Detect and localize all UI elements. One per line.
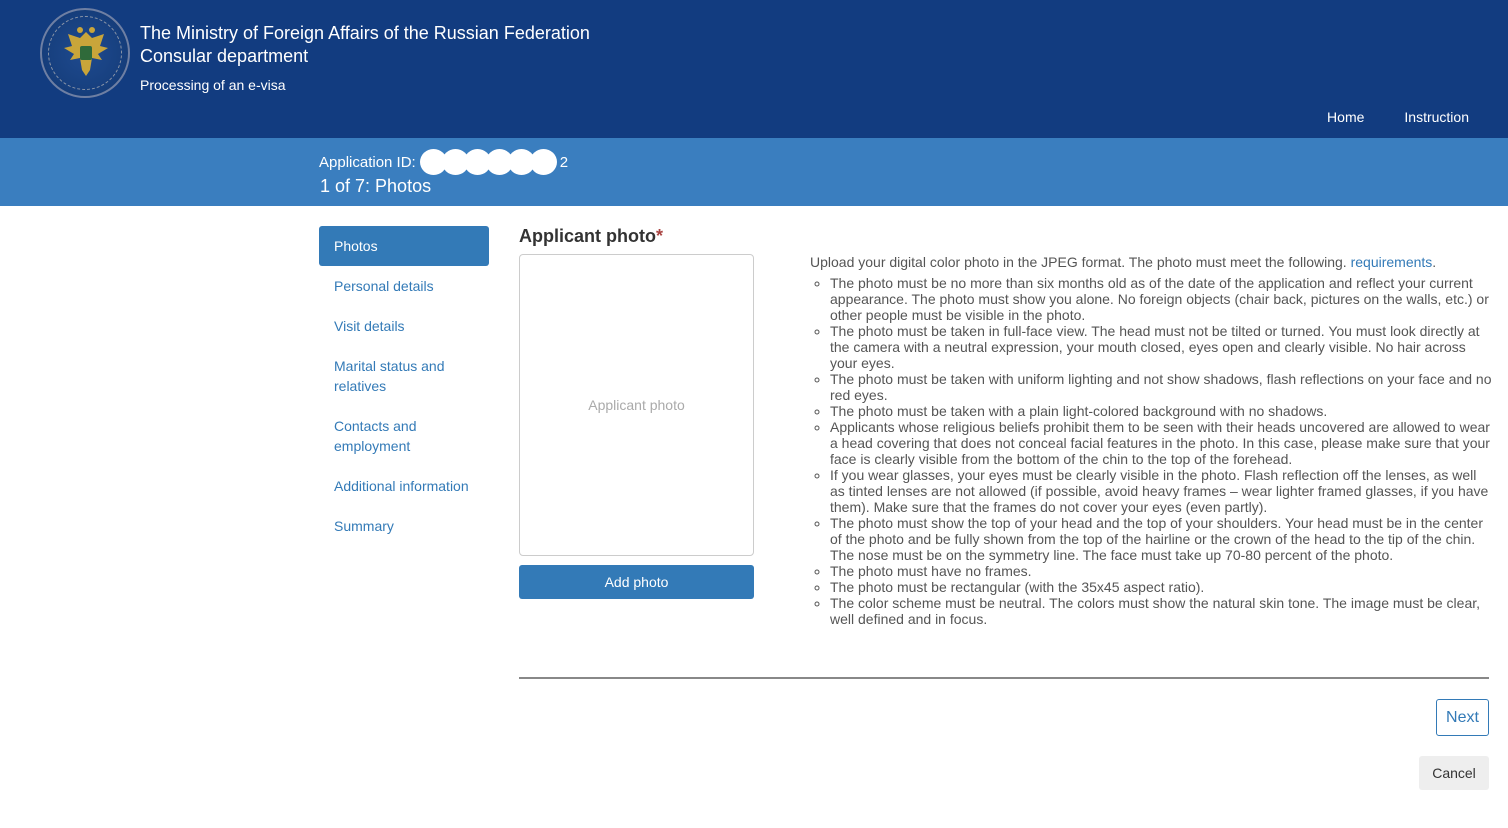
application-id bbox=[319, 149, 568, 175]
nav-instruction-link[interactable]: Instruction bbox=[1404, 109, 1469, 125]
add-photo-button[interactable]: Add photo bbox=[519, 565, 754, 599]
application-id-label: Application ID: bbox=[319, 153, 416, 171]
step-title: 1 of 7: Photos bbox=[320, 176, 432, 196]
requirements-intro-text: Upload your digital color photo in the JPEG format. The photo must meet the following. bbox=[810, 254, 1347, 270]
list-item: ◦ The photo must be taken in full-face view. The head must not be tilted or turned. You must look directly at the camera with a neutral expression, your mouth closed, eyes open and clearly visible. No hair across your eyes. bbox=[830, 323, 1495, 371]
sidebar-item-photos[interactable]: Photos bbox=[319, 226, 489, 266]
photo-requirements bbox=[810, 254, 1495, 627]
site-header bbox=[0, 0, 1508, 138]
sidebar-item-marital-status[interactable]: Marital status and relatives bbox=[334, 358, 445, 394]
list-item: ◦ The photo must have no frames. bbox=[830, 563, 1495, 579]
site-title bbox=[140, 22, 590, 68]
list-item: ◦ The photo must be rectangular (with the 35x45 aspect ratio). bbox=[830, 579, 1495, 595]
next-button[interactable]: Next bbox=[1436, 699, 1489, 736]
photo-preview[interactable] bbox=[519, 254, 754, 556]
list-item: ◦ The photo must be taken with a plain light-colored background with no shadows. bbox=[830, 403, 1495, 419]
photo-placeholder-text: Applicant photo bbox=[588, 397, 685, 413]
department-name: Consular department bbox=[140, 46, 309, 66]
nav-home-link[interactable]: Home bbox=[1327, 109, 1365, 125]
steps-sidebar bbox=[319, 226, 489, 546]
form-divider bbox=[519, 677, 1489, 679]
sidebar-item-summary[interactable]: Summary bbox=[334, 518, 394, 534]
photo-label-text: Applicant photo bbox=[519, 226, 656, 246]
requirements-list bbox=[810, 275, 1495, 627]
list-item: ◦ The photo must be no more than six months old as of the date of the application and reflect your current appearance. The photo must show you alone. No foreign objects (chair back, pictures on the walls, etc.) or other people must be visible in the photo. bbox=[830, 275, 1495, 323]
sidebar-item-visit-details[interactable]: Visit details bbox=[334, 318, 405, 334]
sidebar-item-contacts-employment[interactable]: Contacts and employment bbox=[334, 418, 417, 454]
redacted-id-mask bbox=[420, 149, 552, 175]
photo-section-title bbox=[519, 226, 663, 247]
requirements-intro: Upload your digital color photo in the JPEG format. The photo must meet the following. requirements. bbox=[810, 254, 1437, 270]
requirements-link[interactable]: requirements bbox=[1350, 254, 1433, 270]
application-bar bbox=[0, 138, 1508, 206]
site-subtitle: Processing of an e-visa bbox=[140, 77, 286, 93]
application-id-suffix: 2 bbox=[559, 153, 569, 171]
cancel-button[interactable]: Cancel bbox=[1419, 756, 1489, 790]
required-mark: * bbox=[655, 226, 663, 246]
list-item: ◦ The photo must be taken with uniform lighting and not show shadows, flash reflections on your face and no red eyes. bbox=[830, 371, 1495, 403]
mfa-emblem-icon bbox=[40, 8, 130, 98]
list-item: ◦ The color scheme must be neutral. The colors must show the natural skin tone. The image must be clear, well defined and in focus. bbox=[830, 595, 1495, 627]
list-item: ◦ Applicants whose religious beliefs prohibit them to be seen with their heads uncovered are allowed to wear a head covering that does not conceal facial features in the photo. In this case, please make sure that your face is clearly visible from the bottom of the chin to the top of the forehead. bbox=[830, 419, 1495, 467]
ministry-name: The Ministry of Foreign Affairs of the Russian Federation bbox=[140, 23, 590, 43]
sidebar-item-additional-information[interactable]: Additional information bbox=[334, 478, 469, 494]
list-item: ◦ The photo must show the top of your head and the top of your shoulders. Your head must be in the center of the photo and be fully shown from the top of the hairline or the crown of the head to the tip of the chin. The nose must be on the symmetry line. The face must take up 70-80 percent of the photo. bbox=[830, 515, 1495, 563]
list-item: ◦ If you wear glasses, your eyes must be clearly visible in the photo. Flash reflection off the lenses, as well as tinted lenses are not allowed (if possible, avoid heavy frames – wear lighter framed glasses, if you have them). Make sure that the frames do not cover your eyes (even partly). bbox=[830, 467, 1495, 515]
header-nav bbox=[1327, 109, 1469, 125]
sidebar-item-personal-details[interactable]: Personal details bbox=[334, 278, 434, 294]
